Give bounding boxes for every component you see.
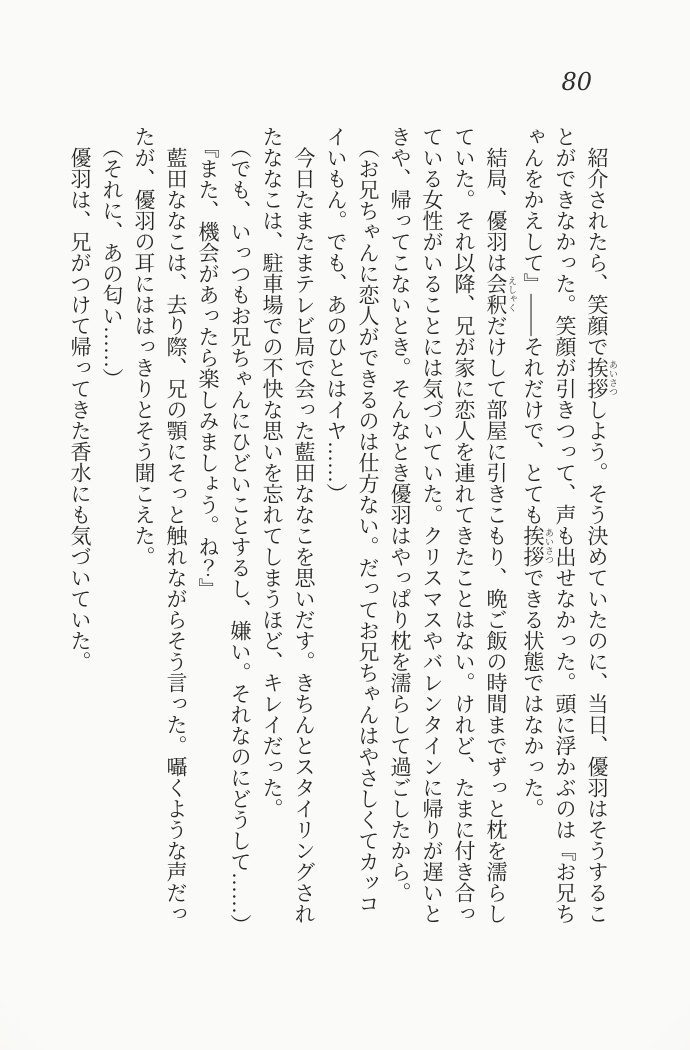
paragraph-1: 紹介されたら、笑顔で挨拶 あいさつしよう。そう決めていたのに、当日、優羽はそうすることができなかった。笑顔が引きつって、声も出せなかった。頭に浮かぶのは『お兄ちゃんをかえして』――それだけで、とても挨拶 あいさつできる状態ではなかった。 [521,126,618,924]
paragraph-9: 優羽は、兄がつけて帰ってきた香水にも気づいていた。 [68,147,92,672]
paragraph-4: 今日たまたまテレビ局で会った藍田ななこを思いだす。きちんとスタイリングされたななこは、駐車場での不快な思いを忘れてしまうほど、キレイだった。 [260,126,316,924]
paragraph-2: 結局、優羽は会釈 えしゃくだけして部屋に引きこもり、晩ご飯の時間までずっと枕を濡らしていた。それ以降、兄が家に恋人を連れてきたことはない。けれど、たまに付き合っている女性がいることには気づいていた。クリスマスやバレンタインに帰りが遅いときや、帰ってこないとき。そんなとき優羽はやっぱり枕を濡らして過ごしたから。 [388,126,517,924]
paragraph-6: 『また、機会があったら楽しみましょう。ね？』 [196,136,220,599]
paragraph-7: 藍田ななこは、去り際、兄の顎にそっと触れながらそう言った。囁くような声だったが、優羽の耳にははっきりとそう聞こえた。 [132,126,188,924]
furigana-ruby: 挨拶 あいさつ [585,357,618,399]
paragraph-3: （お兄ちゃんに恋人ができるのは仕方ない。だってお兄ちゃんはやさしくてカッコイいもん。でも、あのひとはイヤ……） [324,126,380,914]
page-number: 80 [561,68,592,96]
vertical-text-block [64,126,618,935]
paragraph-8: （それに、あの匂い……） [100,136,124,389]
furigana-ruby: 会釈 えしゃく [484,273,517,315]
furigana-ruby: 挨拶 あいさつ [521,525,554,567]
paragraph-5: （でも、いっつもお兄ちゃんにひどいことするし、嫌い。それなのにどうして……） [228,136,252,935]
